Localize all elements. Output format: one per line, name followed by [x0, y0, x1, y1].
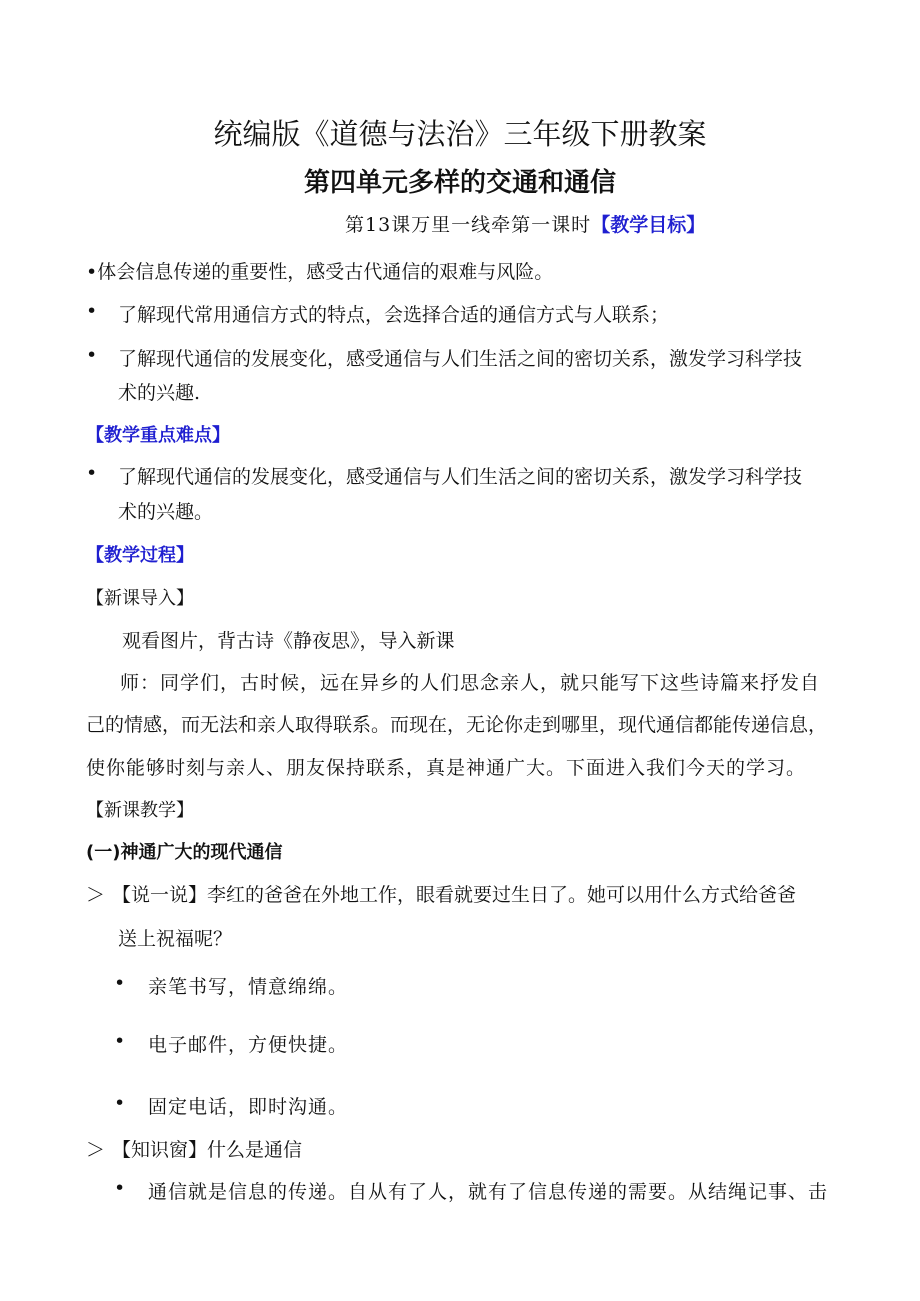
bullet-dot: • — [86, 462, 98, 484]
section1-heading: (一)神通广大的现代通信 — [86, 842, 283, 863]
knowledge-line: 通信就是信息的传递。自从有了人，就有了信息传递的需要。从结绳记事、击 — [148, 1181, 829, 1203]
keypoints-heading: 【教学重点难点】 — [86, 425, 230, 446]
lesson-title: 第13课万里一线牵第一课时 — [345, 214, 592, 236]
objective-text: 体会信息传递的重要性，感受古代通信的艰难与风险。 — [97, 261, 554, 283]
objective-item-3: 了解现代通信的发展变化，感受通信与人们生活之间的密切关系，激发学习科学技 — [118, 348, 803, 370]
knowledge-heading: 【知识窗】什么是通信 — [112, 1139, 303, 1161]
teacher-line-2: 己的情感，而无法和亲人取得联系。而现在，无论你走到哪里，现代通信都能传递信息， — [86, 714, 828, 736]
option-item-1: 亲笔书写，情意绵绵。 — [148, 976, 349, 998]
teacher-line-1: 师：同学们，古时候，远在异乡的人们思念亲人，就只能写下这些诗篇来抒发自 — [120, 672, 821, 694]
intro-line: 观看图片，背古诗《静夜思》，导入新课 — [122, 630, 455, 652]
process-heading: 【教学过程】 — [86, 545, 194, 566]
bullet-dot: • — [114, 972, 126, 994]
intro-heading: 【新课导入】 — [86, 588, 194, 609]
objective-item-3-cont: 术的兴趣. — [118, 382, 201, 404]
say-line-1: 【说一说】李红的爸爸在外地工作，眼看就要过生日了。她可以用什么方式给爸爸 — [112, 884, 797, 906]
objective-item-1 — [86, 257, 553, 284]
bullet-dot: • — [86, 261, 98, 283]
new-teaching-heading: 【新课教学】 — [86, 800, 194, 821]
knowledge-arrow: ＞ — [86, 1139, 106, 1161]
bullet-dot: • — [86, 344, 98, 366]
bullet-dot: • — [114, 1177, 126, 1199]
keypoint-line-1: 了解现代通信的发展变化，感受通信与人们生活之间的密切关系，激发学习科学技 — [118, 466, 803, 488]
objectives-heading: 【教学目标】 — [591, 214, 706, 236]
unit-title: 第四单元多样的交通和通信 — [303, 168, 616, 198]
lesson-line — [345, 210, 705, 237]
bullet-dot: • — [114, 1092, 126, 1114]
option-item-2: 电子邮件，方便快捷。 — [148, 1034, 349, 1056]
bullet-dot: • — [114, 1030, 126, 1052]
teacher-line-3: 使你能够时刻与亲人、朋友保持联系，真是神通广大。下面进入我们今天的学习。 — [86, 757, 807, 779]
say-line-2: 送上祝福呢？ — [118, 928, 233, 950]
option-item-3: 固定电话，即时沟通。 — [148, 1096, 349, 1118]
document-title: 统编版《道德与法治》三年级下册教案 — [213, 117, 707, 151]
objective-item-2: 了解现代常用通信方式的特点，会选择合适的通信方式与人联系； — [118, 304, 670, 326]
say-arrow: ＞ — [86, 884, 106, 906]
bullet-dot: • — [86, 300, 98, 322]
keypoint-line-2: 术的兴趣。 — [118, 501, 214, 523]
